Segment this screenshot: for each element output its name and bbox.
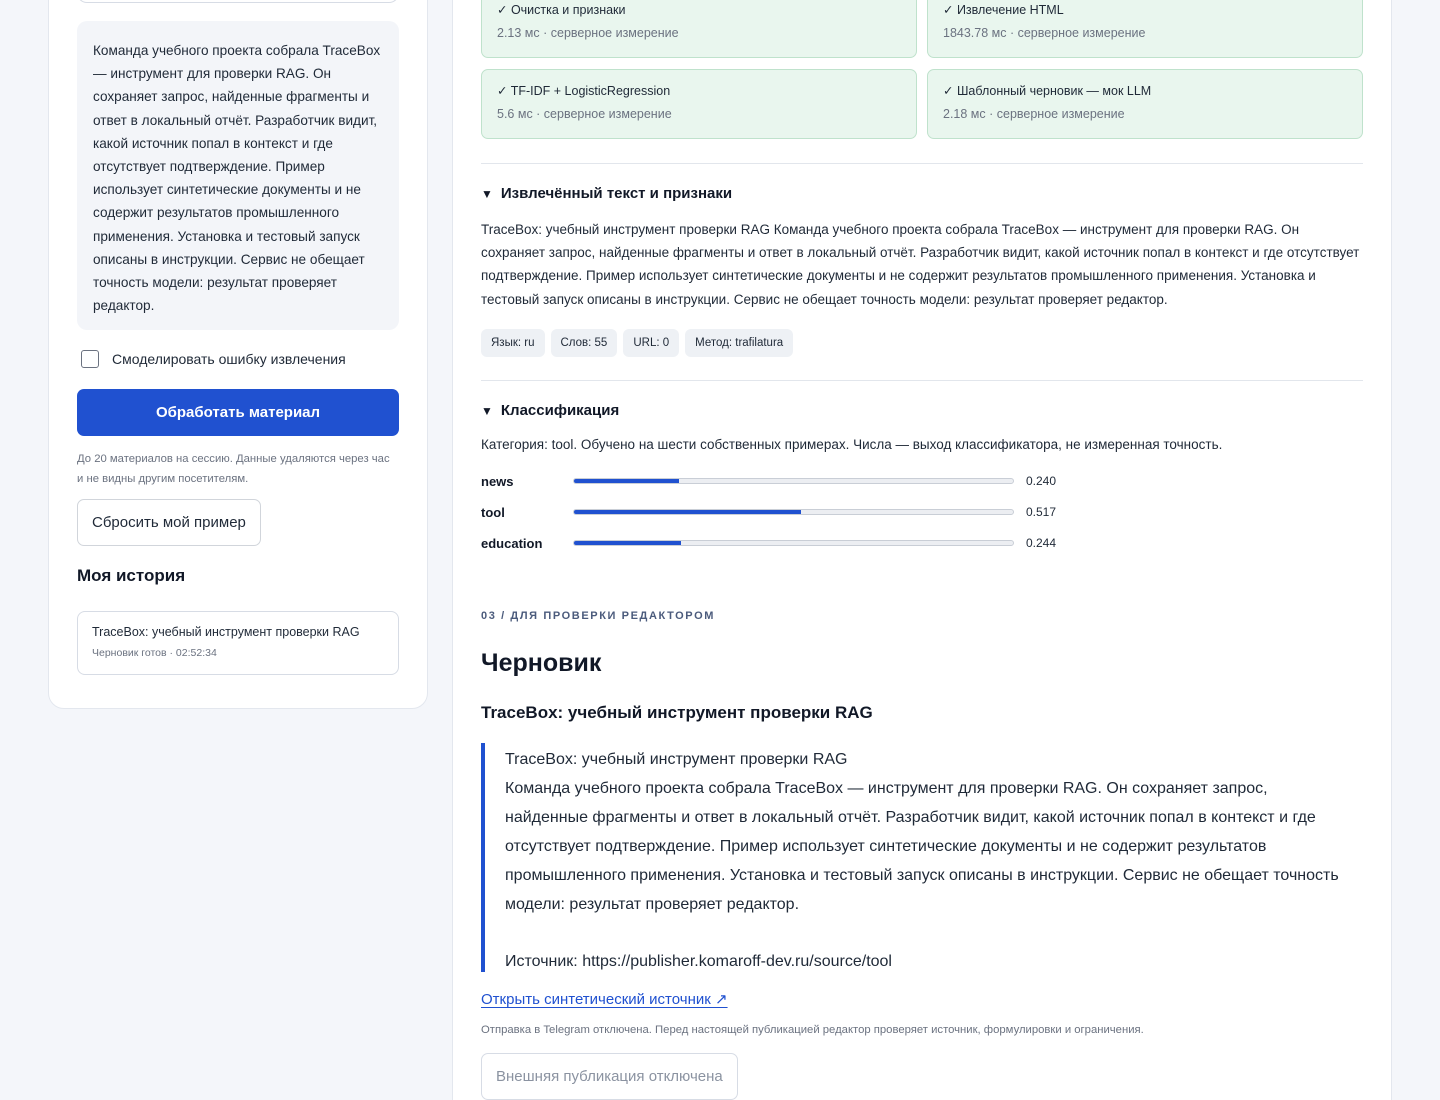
simulate-error-option[interactable] (81, 350, 346, 368)
classification-note: Категория: tool. Обучено на шести собственных примерах. Числа — выход классификатора, не измеренная точность. (481, 437, 1223, 452)
divider (481, 163, 1363, 164)
draft-source: Источник: https://publisher.komaroff-dev.ru/source/tool (505, 953, 892, 970)
disclosure-triangle-icon: ▼ (481, 186, 493, 201)
feature-chip: Метод: trafilatura (685, 329, 793, 357)
score-label: news (481, 473, 514, 489)
score-value: 0.240 (1026, 474, 1057, 488)
simulate-error-label: Смоделировать ошибку извлечения (112, 351, 346, 367)
pipeline-step (481, 69, 917, 139)
classification-section-title: Классификация (500, 402, 620, 419)
pipeline-step (927, 69, 1363, 139)
score-bar-fill (574, 510, 801, 514)
feature-chips (481, 329, 793, 357)
pipeline-step (481, 0, 917, 58)
feature-chip: Язык: ru (481, 329, 545, 357)
pipeline-step-name: ✓ Извлечение HTML (943, 3, 1064, 17)
section-kicker: 03 / ДЛЯ ПРОВЕРКИ РЕДАКТОРОМ (481, 610, 716, 622)
external-publish-button[interactable]: Внешняя публикация отключена (481, 1053, 738, 1100)
pipeline-step-meta: 1843.78 мс · серверное измерение (943, 26, 1146, 40)
extracted-text: TraceBox: учебный инструмент проверки RAG Команда учебного проекта собрала TraceBox — инструмент для проверки RAG. Он сохраняет запрос, найденные фрагменты и ответ в локальный отчёт. Разработчик видит, какой источник попал в контекст и где отсутствует подтверждение. Пример использует синтетические документы и не содержит результатов промышленного применения. Установка и тестовый запуск описаны в инструкции. Сервис не обещает точность модели: результат проверяет редактор. (481, 222, 1360, 307)
draft-title: Черновик (481, 649, 602, 677)
pipeline-step-name: ✓ Очистка и признаки (497, 3, 626, 17)
score-bar-fill (574, 479, 679, 483)
disclosure-triangle-icon: ▼ (481, 403, 493, 418)
history-item-title: TraceBox: учебный инструмент проверки RAG (92, 625, 360, 639)
score-value: 0.517 (1026, 505, 1057, 519)
score-bar-track (573, 540, 1014, 546)
session-hint: До 20 материалов на сессию. Данные удаляются через час и не видны другим посетителям. (77, 453, 390, 485)
score-bar-track (573, 478, 1014, 484)
pipeline-step (927, 0, 1363, 58)
material-preview: Команда учебного проекта собрала TraceBox — инструмент для проверки RAG. Он сохраняет запрос, найденные фрагменты и ответ в локальный отчёт. Разработчик видит, какой источник попал в контекст и где отсутствует подтверждение. Пример использует синтетические документы и не содержит результатов промышленного применения. Установка и тестовый запуск описаны в инструкции. Сервис не обещает точность модели: результат проверяет редактор. (77, 21, 399, 330)
feature-chip: Слов: 55 (551, 329, 618, 357)
score-row (481, 471, 1101, 491)
pipeline-step-meta: 2.13 мс · серверное измерение (497, 26, 679, 40)
material-input[interactable] (77, 0, 399, 3)
draft-body-title: TraceBox: учебный инструмент проверки RAG (505, 751, 848, 768)
divider (481, 380, 1363, 381)
extracted-section-title: Извлечённый текст и признаки (500, 185, 733, 202)
score-bar-fill (574, 541, 681, 545)
draft-body (481, 743, 1363, 972)
feature-chip: URL: 0 (623, 329, 679, 357)
pipeline-step-name: ✓ Шаблонный черновик — мок LLM (943, 84, 1152, 98)
process-button[interactable]: Обработать материал (77, 389, 399, 436)
reset-button[interactable]: Сбросить мой пример (77, 499, 261, 546)
pipeline-step-name: ✓ TF-IDF + LogisticRegression (497, 84, 671, 98)
score-label: tool (481, 504, 505, 520)
draft-subtitle: TraceBox: учебный инструмент проверки RAG (481, 703, 873, 722)
score-row (481, 533, 1101, 553)
publish-note: Отправка в Telegram отключена. Перед настоящей публикацией редактор проверяет источник, формулировки и ограничения. (481, 1024, 1144, 1036)
history-item-meta: Черновик готов · 02:52:34 (92, 647, 217, 659)
open-source-link[interactable]: Открыть синтетический источник ↗ (481, 991, 728, 1008)
history-title: Моя история (77, 566, 186, 585)
score-row (481, 502, 1101, 522)
pipeline-step-meta: 5.6 мс · серверное измерение (497, 107, 672, 121)
draft-body-text: Команда учебного проекта собрала TraceBox — инструмент для проверки RAG. Он сохраняет запрос, найденные фрагменты и ответ в локальный отчёт. Разработчик видит, какой источник попал в контекст и где отсутствует подтверждение. Пример использует синтетические документы и не содержит результатов промышленного применения. Установка и тестовый запуск описаны в инструкции. Сервис не обещает точность модели: результат проверяет редактор. (505, 780, 1339, 913)
history-item[interactable] (77, 611, 399, 675)
score-bar-track (573, 509, 1014, 515)
pipeline-step-meta: 2.18 мс · серверное измерение (943, 107, 1125, 121)
simulate-error-checkbox[interactable] (81, 350, 99, 368)
extracted-section-toggle[interactable] (481, 185, 732, 202)
score-label: education (481, 535, 543, 551)
score-value: 0.244 (1026, 536, 1057, 550)
classification-section-toggle[interactable] (481, 402, 619, 419)
